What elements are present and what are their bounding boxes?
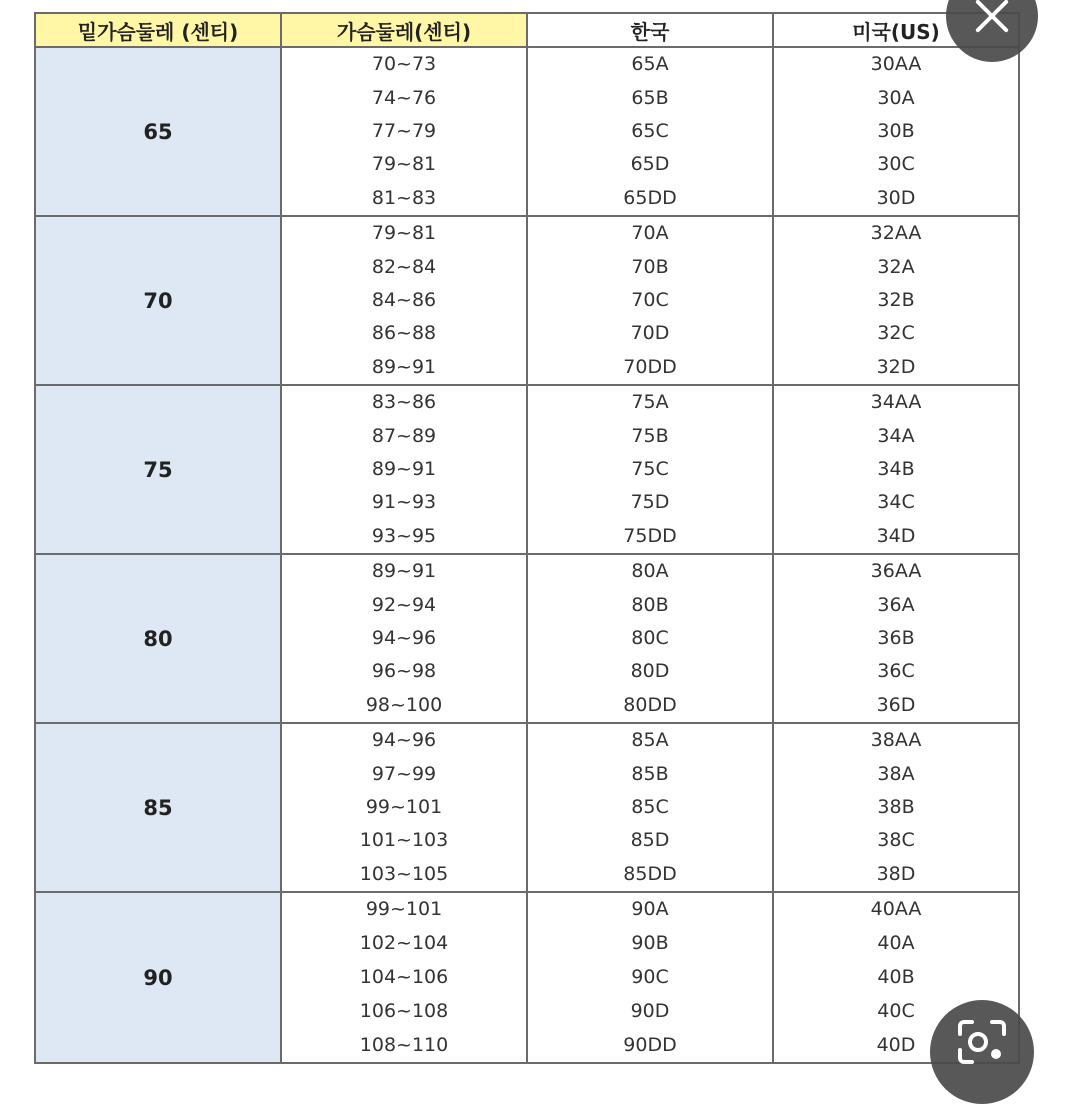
- size-group: [36, 217, 1018, 386]
- us-size-cell: 40AA: [870, 898, 922, 921]
- bust-range-cell: 98~100: [365, 693, 443, 716]
- underbust-band-cell: 80: [36, 555, 282, 722]
- visual-search-button[interactable]: [930, 1000, 1034, 1104]
- korea-size-cell: 85B: [631, 762, 669, 785]
- korea-size-cell: 80DD: [623, 693, 677, 716]
- us-size-cell: 30A: [877, 86, 915, 109]
- korea-size-cell: 80D: [630, 660, 670, 683]
- korea-size-cell: 65DD: [623, 186, 677, 209]
- bust-range-cell: 91~93: [371, 491, 437, 514]
- korea-size-column: [528, 893, 774, 1062]
- us-size-cell: 40C: [877, 999, 915, 1022]
- header-underbust: 밑가슴둘레 (센티): [36, 14, 282, 46]
- underbust-band-cell: 75: [36, 386, 282, 553]
- us-size-cell: 30AA: [870, 53, 922, 76]
- korea-size-cell: 70B: [631, 255, 669, 278]
- korea-size-cell: 75A: [631, 391, 669, 414]
- bust-range-cell: 97~99: [371, 762, 437, 785]
- bust-range-column: [282, 48, 528, 215]
- us-size-column: [774, 555, 1018, 722]
- korea-size-cell: 75C: [631, 457, 669, 480]
- korea-size-cell: 80C: [631, 626, 669, 649]
- bust-range-cell: 82~84: [371, 255, 437, 278]
- korea-size-cell: 90DD: [623, 1033, 677, 1056]
- us-size-cell: 38B: [877, 795, 915, 818]
- korea-size-cell: 90B: [631, 932, 669, 955]
- korea-size-cell: 90A: [631, 898, 669, 921]
- us-size-column: [774, 386, 1018, 553]
- us-size-cell: 30C: [877, 153, 915, 176]
- us-size-cell: 36A: [877, 593, 915, 616]
- bust-range-column: [282, 724, 528, 891]
- us-size-cell: 30B: [877, 119, 915, 142]
- size-group: [36, 724, 1018, 893]
- bust-range-cell: 104~106: [359, 965, 449, 988]
- us-size-column: [774, 724, 1018, 891]
- korea-size-cell: 90C: [631, 965, 669, 988]
- underbust-band-cell: 90: [36, 893, 282, 1062]
- korea-size-cell: 75DD: [623, 524, 677, 547]
- us-size-cell: 38A: [877, 762, 915, 785]
- korea-size-cell: 75D: [630, 491, 670, 514]
- size-group: [36, 893, 1018, 1062]
- korea-size-cell: 90D: [630, 999, 670, 1022]
- us-size-column: [774, 217, 1018, 384]
- size-group: [36, 48, 1018, 217]
- bust-range-cell: 101~103: [359, 829, 449, 852]
- us-size-cell: 32D: [876, 355, 916, 378]
- us-size-cell: 30D: [876, 186, 916, 209]
- korea-size-cell: 70DD: [623, 355, 677, 378]
- us-size-cell: 32AA: [870, 222, 922, 245]
- close-icon: [972, 0, 1012, 36]
- korea-size-column: [528, 555, 774, 722]
- bust-range-cell: 77~79: [371, 119, 437, 142]
- size-chart-table: [34, 12, 1020, 1064]
- bust-range-column: [282, 386, 528, 553]
- header-usa: 미국(US): [774, 14, 1018, 46]
- visual-search-icon: [956, 1020, 1008, 1064]
- us-size-cell: 40A: [877, 932, 915, 955]
- bust-range-cell: 103~105: [359, 862, 449, 885]
- korea-size-cell: 85A: [631, 729, 669, 752]
- bust-range-cell: 102~104: [359, 932, 449, 955]
- korea-size-cell: 80A: [631, 560, 669, 583]
- korea-size-column: [528, 386, 774, 553]
- korea-size-cell: 80B: [631, 593, 669, 616]
- header-korea: 한국: [528, 14, 774, 46]
- us-size-column: [774, 48, 1018, 215]
- us-size-cell: 36C: [877, 660, 915, 683]
- bust-range-cell: 96~98: [371, 660, 437, 683]
- korea-size-cell: 70D: [630, 322, 670, 345]
- us-size-cell: 36AA: [870, 560, 922, 583]
- bust-range-cell: 74~76: [371, 86, 437, 109]
- korea-size-cell: 85C: [631, 795, 669, 818]
- us-size-cell: 32C: [877, 322, 915, 345]
- us-size-cell: 40D: [876, 1033, 916, 1056]
- us-size-cell: 34AA: [870, 391, 922, 414]
- bust-range-cell: 87~89: [371, 424, 437, 447]
- us-size-cell: 38D: [876, 862, 916, 885]
- table-header-row: [36, 14, 1018, 48]
- us-size-cell: 34C: [877, 491, 915, 514]
- korea-size-cell: 65C: [631, 119, 669, 142]
- bust-range-cell: 89~91: [371, 355, 437, 378]
- us-size-cell: 36D: [876, 693, 916, 716]
- us-size-cell: 34A: [877, 424, 915, 447]
- korea-size-cell: 85D: [630, 829, 670, 852]
- us-size-cell: 36B: [877, 626, 915, 649]
- bust-range-column: [282, 893, 528, 1062]
- bust-range-cell: 94~96: [371, 729, 437, 752]
- korea-size-cell: 65A: [631, 53, 669, 76]
- size-group: [36, 555, 1018, 724]
- korea-size-column: [528, 724, 774, 891]
- korea-size-cell: 65D: [630, 153, 670, 176]
- us-size-cell: 32B: [877, 288, 915, 311]
- bust-range-cell: 83~86: [371, 391, 437, 414]
- korea-size-column: [528, 217, 774, 384]
- bust-range-cell: 89~91: [371, 457, 437, 480]
- underbust-band-cell: 70: [36, 217, 282, 384]
- us-size-cell: 40B: [877, 965, 915, 988]
- size-group: [36, 386, 1018, 555]
- bust-range-cell: 94~96: [371, 626, 437, 649]
- bust-range-cell: 70~73: [371, 53, 437, 76]
- korea-size-cell: 70A: [631, 222, 669, 245]
- korea-size-cell: 85DD: [623, 862, 677, 885]
- us-size-cell: 34B: [877, 457, 915, 480]
- bust-range-cell: 99~101: [365, 795, 443, 818]
- us-size-cell: 38AA: [870, 729, 922, 752]
- underbust-band-cell: 85: [36, 724, 282, 891]
- korea-size-cell: 65B: [631, 86, 669, 109]
- korea-size-cell: 70C: [631, 288, 669, 311]
- bust-range-cell: 93~95: [371, 524, 437, 547]
- bust-range-cell: 86~88: [371, 322, 437, 345]
- korea-size-cell: 75B: [631, 424, 669, 447]
- header-bust: 가슴둘레(센티): [282, 14, 528, 46]
- us-size-cell: 38C: [877, 829, 915, 852]
- bust-range-cell: 89~91: [371, 560, 437, 583]
- bust-range-cell: 84~86: [371, 288, 437, 311]
- bust-range-cell: 99~101: [365, 898, 443, 921]
- bust-range-cell: 81~83: [371, 186, 437, 209]
- bust-range-column: [282, 217, 528, 384]
- bust-range-cell: 108~110: [359, 1033, 449, 1056]
- bust-range-cell: 92~94: [371, 593, 437, 616]
- bust-range-cell: 79~81: [371, 222, 437, 245]
- us-size-cell: 32A: [877, 255, 915, 278]
- bust-range-column: [282, 555, 528, 722]
- bust-range-cell: 79~81: [371, 153, 437, 176]
- bust-range-cell: 106~108: [359, 999, 449, 1022]
- underbust-band-cell: 65: [36, 48, 282, 215]
- korea-size-column: [528, 48, 774, 215]
- us-size-cell: 34D: [876, 524, 916, 547]
